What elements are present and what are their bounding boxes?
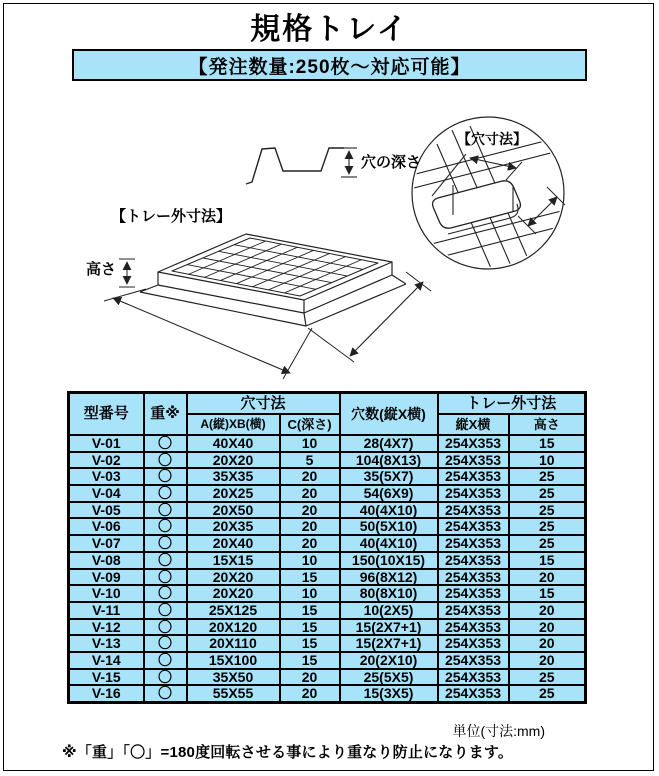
table-cell: 15 [280, 635, 340, 652]
table-cell: 15(2X7+1) [340, 619, 438, 636]
table-cell: 254X353 [438, 585, 509, 602]
table-row [69, 435, 586, 452]
table-cell: 25 [509, 502, 586, 519]
table-cell: 20 [509, 569, 586, 586]
tray-isometric-view [104, 234, 431, 379]
table-cell: 15 [509, 585, 586, 602]
table-cell: 25(5X5) [340, 669, 438, 686]
table-row [69, 585, 586, 602]
table-cell: 35X50 [187, 669, 280, 686]
table-cell: 254X353 [438, 435, 509, 452]
table-row [69, 485, 586, 502]
header-outer-group: トレー外寸法 [438, 393, 586, 415]
table-cell: 10 [280, 552, 340, 569]
table-cell: 54(6X9) [340, 485, 438, 502]
table-cell: 20X35 [187, 518, 280, 535]
table-cell: V-13 [69, 635, 144, 652]
stack-mark: 〇 [144, 585, 187, 602]
table-cell: 5 [280, 452, 340, 469]
table-cell: 254X353 [438, 602, 509, 619]
table-cell: 254X353 [438, 485, 509, 502]
table-cell: 50(5X10) [340, 518, 438, 535]
table-cell: 10 [280, 585, 340, 602]
table-cell: V-03 [69, 468, 144, 485]
table-cell: 20 [280, 518, 340, 535]
table-cell: 20X50 [187, 502, 280, 519]
page-title: 規格トレイ [250, 13, 409, 46]
table-cell: 20X120 [187, 619, 280, 636]
table-cell: 15X15 [187, 552, 280, 569]
table-cell: 254X353 [438, 552, 509, 569]
stack-mark: 〇 [144, 652, 187, 669]
stack-mark: 〇 [144, 685, 187, 702]
table-cell: 40(4X10) [340, 535, 438, 552]
spec-table [67, 391, 587, 704]
stack-mark: 〇 [144, 435, 187, 452]
table-cell: 15X100 [187, 652, 280, 669]
table-cell: 20 [280, 535, 340, 552]
stack-mark: 〇 [144, 619, 187, 636]
header-outer-h: 高さ [509, 414, 586, 435]
table-cell: 25 [509, 518, 586, 535]
table-cell: 20X40 [187, 535, 280, 552]
unit-label: 単位(寸法:mm) [452, 723, 545, 739]
table-row [69, 535, 586, 552]
stack-mark: 〇 [144, 468, 187, 485]
stack-mark: 〇 [144, 518, 187, 535]
table-cell: V-11 [69, 602, 144, 619]
table-cell: 10(2X5) [340, 602, 438, 619]
table-row [69, 652, 586, 669]
table-cell: 254X353 [438, 518, 509, 535]
table-cell: 20X20 [187, 585, 280, 602]
table-row [69, 635, 586, 652]
header-hole-group: 穴寸法 [187, 393, 340, 415]
table-cell: 10 [509, 452, 586, 469]
table-cell: V-10 [69, 585, 144, 602]
stack-mark: 〇 [144, 502, 187, 519]
table-cell: 15 [280, 602, 340, 619]
table-cell: 25 [509, 468, 586, 485]
tray-outer-dimension-label: 【トレー外寸法】 [111, 208, 232, 225]
table-cell: 25 [509, 535, 586, 552]
header-stack: 重※ [144, 393, 187, 436]
header-model: 型番号 [69, 393, 144, 436]
table-cell: 40(4X10) [340, 502, 438, 519]
table-row [69, 468, 586, 485]
table-cell: 20X20 [187, 452, 280, 469]
table-cell: 15(2X7+1) [340, 635, 438, 652]
table-cell: 20 [280, 669, 340, 686]
table-cell: V-07 [69, 535, 144, 552]
stack-mark: 〇 [144, 669, 187, 686]
stacking-note: ※「重」「〇」=180度回転させる事により重なり防止になります。 [62, 744, 514, 761]
hole-depth-label: 穴の深さ [361, 154, 422, 171]
table-cell: 254X353 [438, 468, 509, 485]
detail-hole-outline [433, 181, 521, 228]
table-cell: 10 [280, 435, 340, 452]
table-cell: 25 [509, 669, 586, 686]
table-cell: V-08 [69, 552, 144, 569]
table-cell: 20 [509, 602, 586, 619]
stack-mark: 〇 [144, 535, 187, 552]
table-row [69, 552, 586, 569]
table-cell: V-09 [69, 569, 144, 586]
table-cell: 20 [509, 619, 586, 636]
table-cell: 254X353 [438, 652, 509, 669]
table-cell: 254X353 [438, 569, 509, 586]
hole-cross-section [246, 148, 357, 184]
table-cell: 25X125 [187, 602, 280, 619]
table-row [69, 518, 586, 535]
table-cell: 20X20 [187, 569, 280, 586]
table-cell: V-02 [69, 452, 144, 469]
table-cell: V-12 [69, 619, 144, 636]
tray-technical-drawing [0, 100, 659, 395]
table-row [69, 685, 586, 702]
table-cell: 20X110 [187, 635, 280, 652]
stack-mark: 〇 [144, 635, 187, 652]
table-cell: V-06 [69, 518, 144, 535]
table-cell: 20 [280, 468, 340, 485]
stack-mark: 〇 [144, 452, 187, 469]
tray-length-arrow [113, 298, 290, 373]
header-outer-wh: 縦X横 [438, 414, 509, 435]
table-cell: 20X25 [187, 485, 280, 502]
table-cell: 254X353 [438, 535, 509, 552]
header-hole-c: C(深さ) [280, 414, 340, 435]
table-cell: 80(8X10) [340, 585, 438, 602]
hole-width-arrow [470, 158, 516, 168]
table-row [69, 669, 586, 686]
table-cell: 35(5X7) [340, 468, 438, 485]
table-cell: V-16 [69, 685, 144, 702]
table-cell: 20(2X10) [340, 652, 438, 669]
table-cell: 150(10X15) [340, 552, 438, 569]
table-cell: 104(8X13) [340, 452, 438, 469]
table-cell: 254X353 [438, 452, 509, 469]
header-hole-ab: A(縦)XB(横) [187, 414, 280, 435]
table-cell: 55X55 [187, 685, 280, 702]
table-cell: 20 [280, 502, 340, 519]
table-cell: 254X353 [438, 635, 509, 652]
table-cell: V-05 [69, 502, 144, 519]
table-cell: 15 [280, 569, 340, 586]
tray-width-arrow [350, 282, 423, 356]
table-cell: 15 [509, 552, 586, 569]
table-cell: 254X353 [438, 669, 509, 686]
table-cell: V-01 [69, 435, 144, 452]
header-hole-count: 穴数(縦X横) [340, 393, 438, 436]
hole-dimension-label: 【穴寸法】 [457, 131, 527, 147]
stack-mark: 〇 [144, 602, 187, 619]
table-cell: 15 [509, 435, 586, 452]
table-cell: 15 [280, 652, 340, 669]
table-cell: 20 [280, 685, 340, 702]
table-cell: 254X353 [438, 502, 509, 519]
table-cell: 254X353 [438, 685, 509, 702]
tray-height-label: 高さ [86, 261, 117, 278]
table-cell: 15(3X5) [340, 685, 438, 702]
stack-mark: 〇 [144, 485, 187, 502]
table-cell: V-04 [69, 485, 144, 502]
table-row [69, 502, 586, 519]
table-row [69, 602, 586, 619]
order-quantity-text: 【発注数量:250枚〜対応可能】 [188, 56, 471, 78]
stack-mark: 〇 [144, 552, 187, 569]
table-cell: 25 [509, 685, 586, 702]
table-cell: 40X40 [187, 435, 280, 452]
table-cell: 20 [509, 652, 586, 669]
table-cell: 20 [280, 485, 340, 502]
stack-mark: 〇 [144, 569, 187, 586]
table-cell: 25 [509, 485, 586, 502]
order-quantity-banner [72, 49, 587, 81]
hole-length-arrow [528, 197, 557, 226]
table-cell: 28(4X7) [340, 435, 438, 452]
table-cell: 96(8X12) [340, 569, 438, 586]
table-cell: 15 [280, 619, 340, 636]
table-cell: 20 [509, 635, 586, 652]
table-cell: V-15 [69, 669, 144, 686]
table-row [69, 619, 586, 636]
table-cell: V-14 [69, 652, 144, 669]
table-row [69, 569, 586, 586]
table-cell: 254X353 [438, 619, 509, 636]
table-cell: 35X35 [187, 468, 280, 485]
table-row [69, 452, 586, 469]
